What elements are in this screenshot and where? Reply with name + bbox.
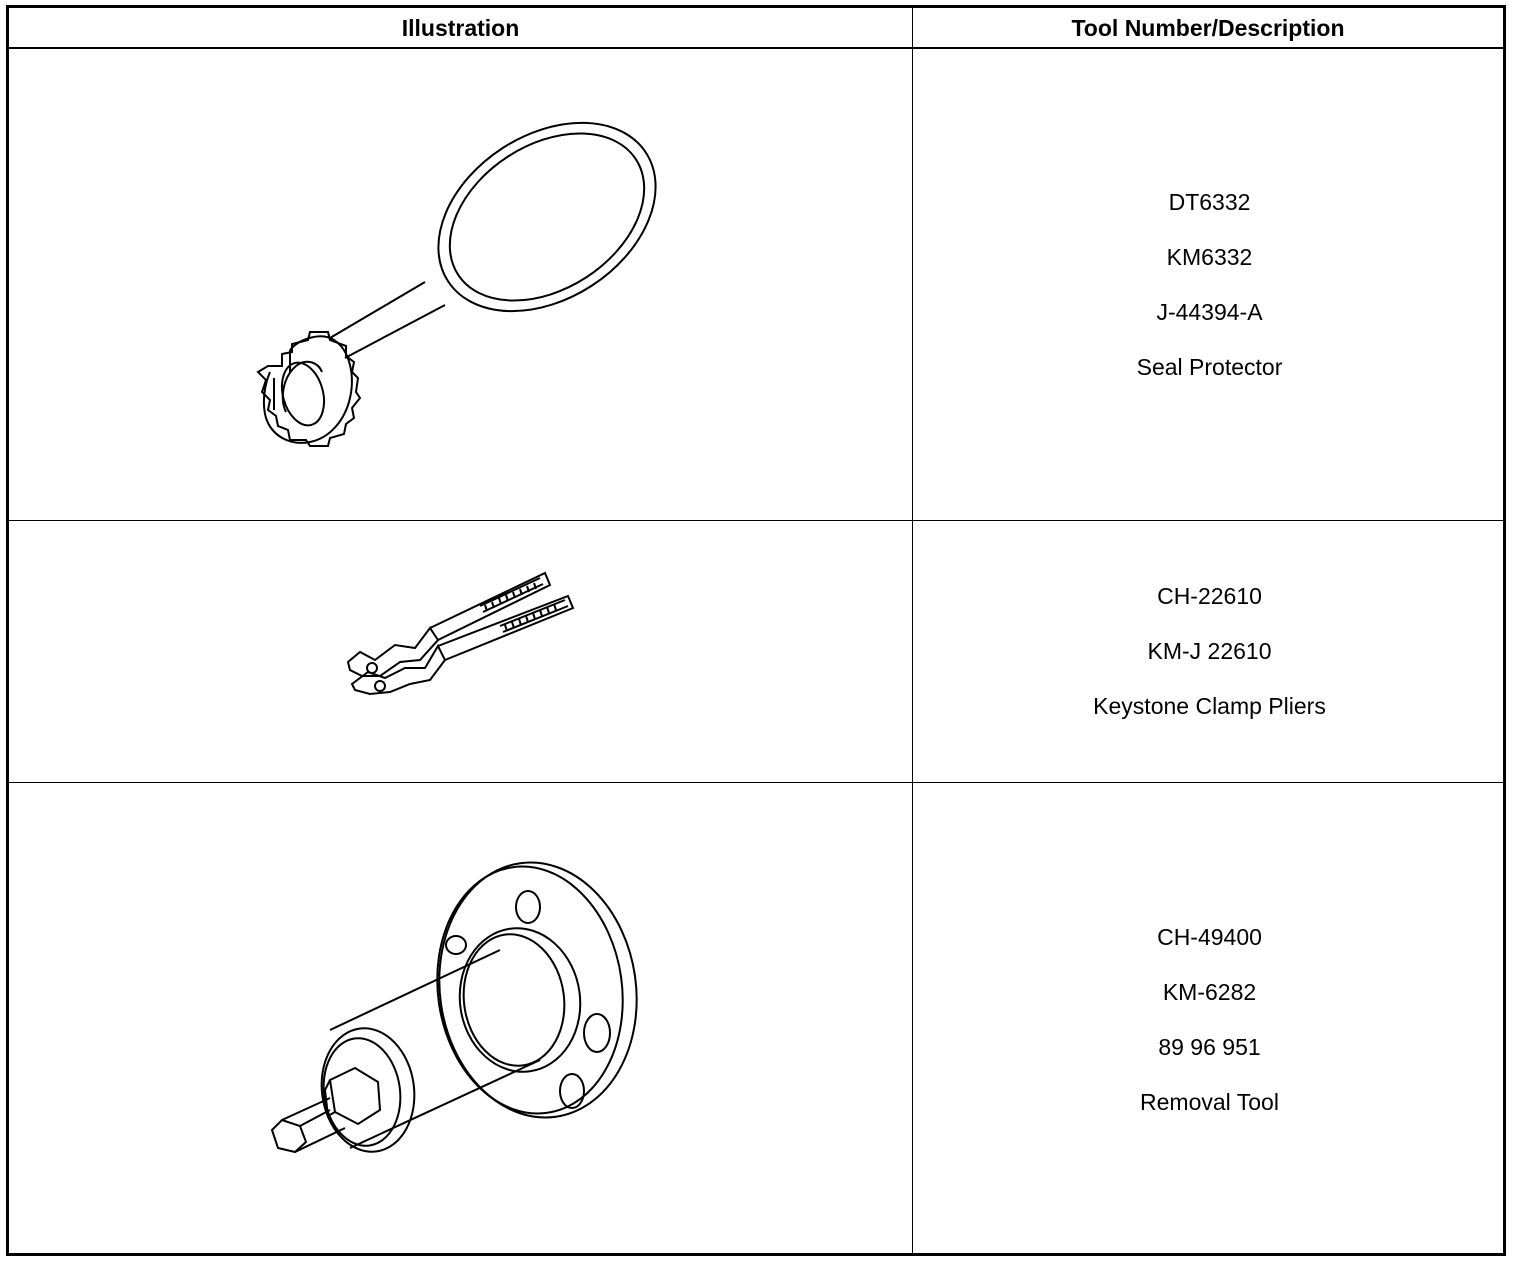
header-illustration: Illustration [401,14,520,41]
tool-number: KM-6282 [1162,978,1257,1005]
header-tool-number-description: Tool Number/Description [1071,14,1345,41]
tool-number: KM6332 [1166,243,1253,270]
tool-number: CH-22610 [1157,583,1262,609]
tool-number: CH-49400 [1157,923,1262,950]
removal-tool-illustration [265,860,650,1160]
tool-description-cell [913,783,1506,1256]
tool-description-cell [913,49,1506,520]
tool-description: Seal Protector [1136,353,1283,380]
tool-description: Keystone Clamp Pliers [1093,693,1326,719]
tool-number: J-44394-A [1156,298,1263,325]
tool-number: 89 96 951 [1158,1033,1261,1060]
seal-protector-illustration [240,120,670,460]
keystone-clamp-pliers-illustration [340,565,580,700]
tool-number: KM-J 22610 [1147,638,1272,664]
tool-description: Removal Tool [1140,1088,1279,1115]
tool-description-cell [913,521,1506,782]
tool-number: DT6332 [1168,188,1251,215]
